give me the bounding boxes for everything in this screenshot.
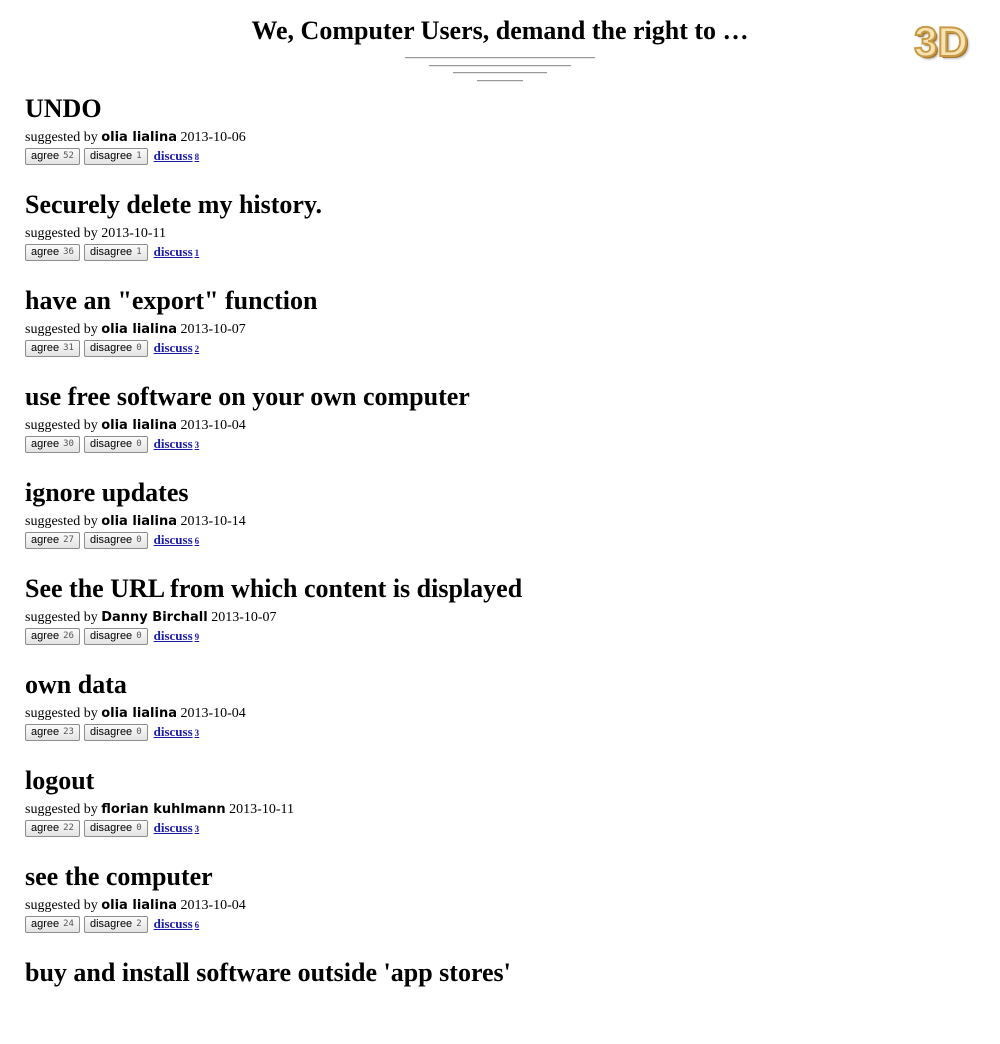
discuss-count: 3 xyxy=(194,728,200,738)
disagree-count: 1 xyxy=(136,151,142,161)
demand-title[interactable]: use free software on your own computer xyxy=(25,382,470,411)
discuss-label: discuss xyxy=(153,916,193,931)
disagree-button[interactable] xyxy=(84,436,148,453)
vote-actions xyxy=(25,819,975,837)
disagree-button[interactable] xyxy=(84,244,148,261)
discuss-link[interactable] xyxy=(154,820,200,836)
vote-actions xyxy=(25,147,975,165)
page-title: We, Computer Users, demand the right to … xyxy=(251,16,749,45)
agree-count: 26 xyxy=(63,631,74,641)
discuss-link[interactable] xyxy=(154,724,200,740)
page-header xyxy=(0,0,1000,90)
agree-count: 30 xyxy=(63,439,74,449)
disagree-button[interactable] xyxy=(84,628,148,645)
decorative-rule xyxy=(477,80,523,82)
demand-item xyxy=(25,180,975,276)
vote-actions xyxy=(25,435,975,453)
disagree-button[interactable] xyxy=(84,724,148,741)
agree-button[interactable] xyxy=(25,820,80,837)
disagree-button[interactable] xyxy=(84,532,148,549)
demand-item xyxy=(25,84,975,180)
agree-button[interactable] xyxy=(25,340,80,357)
demand-meta xyxy=(25,802,975,818)
agree-button[interactable] xyxy=(25,436,80,453)
demand-title[interactable]: ignore updates xyxy=(25,478,189,507)
author-name[interactable]: olia lialina xyxy=(101,130,177,145)
disagree-button[interactable] xyxy=(84,916,148,933)
discuss-link[interactable] xyxy=(154,436,200,452)
demand-title[interactable]: UNDO xyxy=(25,94,102,123)
discuss-count: 1 xyxy=(194,248,200,258)
discuss-label: discuss xyxy=(153,628,193,643)
suggestion-date: 2013-10-06 xyxy=(180,130,246,145)
demand-meta xyxy=(25,226,975,242)
discuss-label: discuss xyxy=(153,532,193,547)
discuss-count: 3 xyxy=(194,824,200,834)
demand-meta xyxy=(25,610,975,626)
disagree-count: 0 xyxy=(136,343,142,353)
demand-meta xyxy=(25,706,975,722)
discuss-label: discuss xyxy=(153,340,193,355)
demand-meta xyxy=(25,322,975,338)
discuss-link[interactable] xyxy=(154,244,200,260)
suggested-by-label: suggested by xyxy=(25,322,98,337)
discuss-label: discuss xyxy=(153,724,193,739)
decorative-rule xyxy=(405,57,595,59)
author-name[interactable]: olia lialina xyxy=(101,418,177,433)
suggested-by-label: suggested by xyxy=(25,130,98,145)
agree-label: agree xyxy=(31,246,60,258)
vote-actions xyxy=(25,339,975,357)
vote-actions xyxy=(25,531,975,549)
decorative-rule xyxy=(453,72,547,74)
disagree-label: disagree xyxy=(89,150,133,162)
suggested-by-label: suggested by xyxy=(25,610,98,625)
suggested-by-label: suggested by xyxy=(25,226,98,241)
author-name[interactable]: florian kuhlmann xyxy=(101,802,226,817)
demand-item xyxy=(25,852,975,948)
disagree-label: disagree xyxy=(89,534,133,546)
agree-button[interactable] xyxy=(25,148,80,165)
suggestion-date: 2013-10-07 xyxy=(180,322,246,337)
demand-item xyxy=(25,564,975,660)
disagree-count: 0 xyxy=(136,631,142,641)
demand-title[interactable]: have an "export" function xyxy=(25,286,318,315)
demand-title[interactable]: buy and install software outside 'app stores' xyxy=(25,958,511,987)
author-name[interactable]: olia lialina xyxy=(101,898,177,913)
discuss-label: discuss xyxy=(153,244,193,259)
disagree-label: disagree xyxy=(89,726,133,738)
disagree-count: 0 xyxy=(136,439,142,449)
demand-title[interactable]: see the computer xyxy=(25,862,213,891)
disagree-count: 0 xyxy=(136,535,142,545)
agree-count: 36 xyxy=(63,247,74,257)
demand-title[interactable]: Securely delete my history. xyxy=(25,190,323,219)
disagree-button[interactable] xyxy=(84,820,148,837)
demand-title[interactable]: See the URL from which content is displayed xyxy=(25,574,523,603)
disagree-label: disagree xyxy=(89,246,133,258)
agree-label: agree xyxy=(31,342,60,354)
agree-button[interactable] xyxy=(25,244,80,261)
suggested-by-label: suggested by xyxy=(25,514,98,529)
vote-actions xyxy=(25,723,975,741)
disagree-button[interactable] xyxy=(84,340,148,357)
suggested-by-label: suggested by xyxy=(25,418,98,433)
demand-item xyxy=(25,372,975,468)
author-name[interactable]: Danny Birchall xyxy=(101,610,208,625)
demand-title[interactable]: logout xyxy=(25,766,95,795)
agree-label: agree xyxy=(31,822,60,834)
agree-count: 52 xyxy=(63,151,74,161)
agree-label: agree xyxy=(31,726,60,738)
suggested-by-label: suggested by xyxy=(25,706,98,721)
agree-button[interactable] xyxy=(25,628,80,645)
discuss-link[interactable] xyxy=(154,340,200,356)
suggestion-date: 2013-10-04 xyxy=(180,418,246,433)
suggestion-date: 2013-10-11 xyxy=(229,802,294,817)
suggestion-date: 2013-10-04 xyxy=(180,898,246,913)
discuss-count: 6 xyxy=(194,536,200,546)
demand-list xyxy=(25,84,975,1044)
discuss-link[interactable] xyxy=(154,628,200,644)
agree-label: agree xyxy=(31,630,60,642)
discuss-label: discuss xyxy=(153,148,193,163)
discuss-count: 3 xyxy=(194,440,200,450)
disagree-count: 2 xyxy=(136,919,142,929)
vote-actions xyxy=(25,627,975,645)
disagree-count: 0 xyxy=(136,727,142,737)
disagree-label: disagree xyxy=(89,822,133,834)
discuss-count: 9 xyxy=(194,632,200,642)
demand-item xyxy=(25,948,975,1044)
demand-title[interactable]: own data xyxy=(25,670,127,699)
demand-item xyxy=(25,276,975,372)
demand-meta xyxy=(25,514,975,530)
agree-count: 24 xyxy=(63,919,74,929)
disagree-label: disagree xyxy=(89,438,133,450)
suggestion-date: 2013-10-04 xyxy=(180,706,246,721)
discuss-count: 6 xyxy=(194,920,200,930)
decorative-rule xyxy=(429,65,571,67)
agree-button[interactable] xyxy=(25,724,80,741)
agree-count: 27 xyxy=(63,535,74,545)
demand-item xyxy=(25,468,975,564)
disagree-label: disagree xyxy=(89,630,133,642)
vote-actions xyxy=(25,915,975,933)
discuss-link[interactable] xyxy=(154,532,200,548)
discuss-count: 8 xyxy=(194,152,200,162)
discuss-label: discuss xyxy=(153,436,193,451)
agree-label: agree xyxy=(31,150,60,162)
demand-meta xyxy=(25,898,975,914)
discuss-count: 2 xyxy=(194,344,200,354)
discuss-link[interactable] xyxy=(154,916,200,932)
discuss-label: discuss xyxy=(153,820,193,835)
author-name[interactable]: olia lialina xyxy=(101,514,177,529)
author-name[interactable]: olia lialina xyxy=(101,706,177,721)
3d-logo[interactable]: 3D xyxy=(914,18,968,65)
demand-item xyxy=(25,756,975,852)
agree-count: 22 xyxy=(63,823,74,833)
suggested-by-label: suggested by xyxy=(25,898,98,913)
demand-item xyxy=(25,660,975,756)
agree-button[interactable] xyxy=(25,532,80,549)
suggested-by-label: suggested by xyxy=(25,802,98,817)
agree-label: agree xyxy=(31,918,60,930)
disagree-count: 1 xyxy=(136,247,142,257)
demand-meta xyxy=(25,130,975,146)
disagree-label: disagree xyxy=(89,342,133,354)
suggestion-date: 2013-10-14 xyxy=(180,514,246,529)
agree-label: agree xyxy=(31,534,60,546)
demand-meta xyxy=(25,418,975,434)
vote-actions xyxy=(25,243,975,261)
agree-button[interactable] xyxy=(25,916,80,933)
suggestion-date: 2013-10-11 xyxy=(101,226,167,241)
agree-count: 31 xyxy=(63,343,74,353)
disagree-label: disagree xyxy=(89,918,133,930)
agree-count: 23 xyxy=(63,727,74,737)
agree-label: agree xyxy=(31,438,60,450)
disagree-count: 0 xyxy=(136,823,142,833)
suggestion-date: 2013-10-07 xyxy=(211,610,277,625)
disagree-button[interactable] xyxy=(84,148,148,165)
discuss-link[interactable] xyxy=(154,148,200,164)
author-name[interactable]: olia lialina xyxy=(101,322,177,337)
